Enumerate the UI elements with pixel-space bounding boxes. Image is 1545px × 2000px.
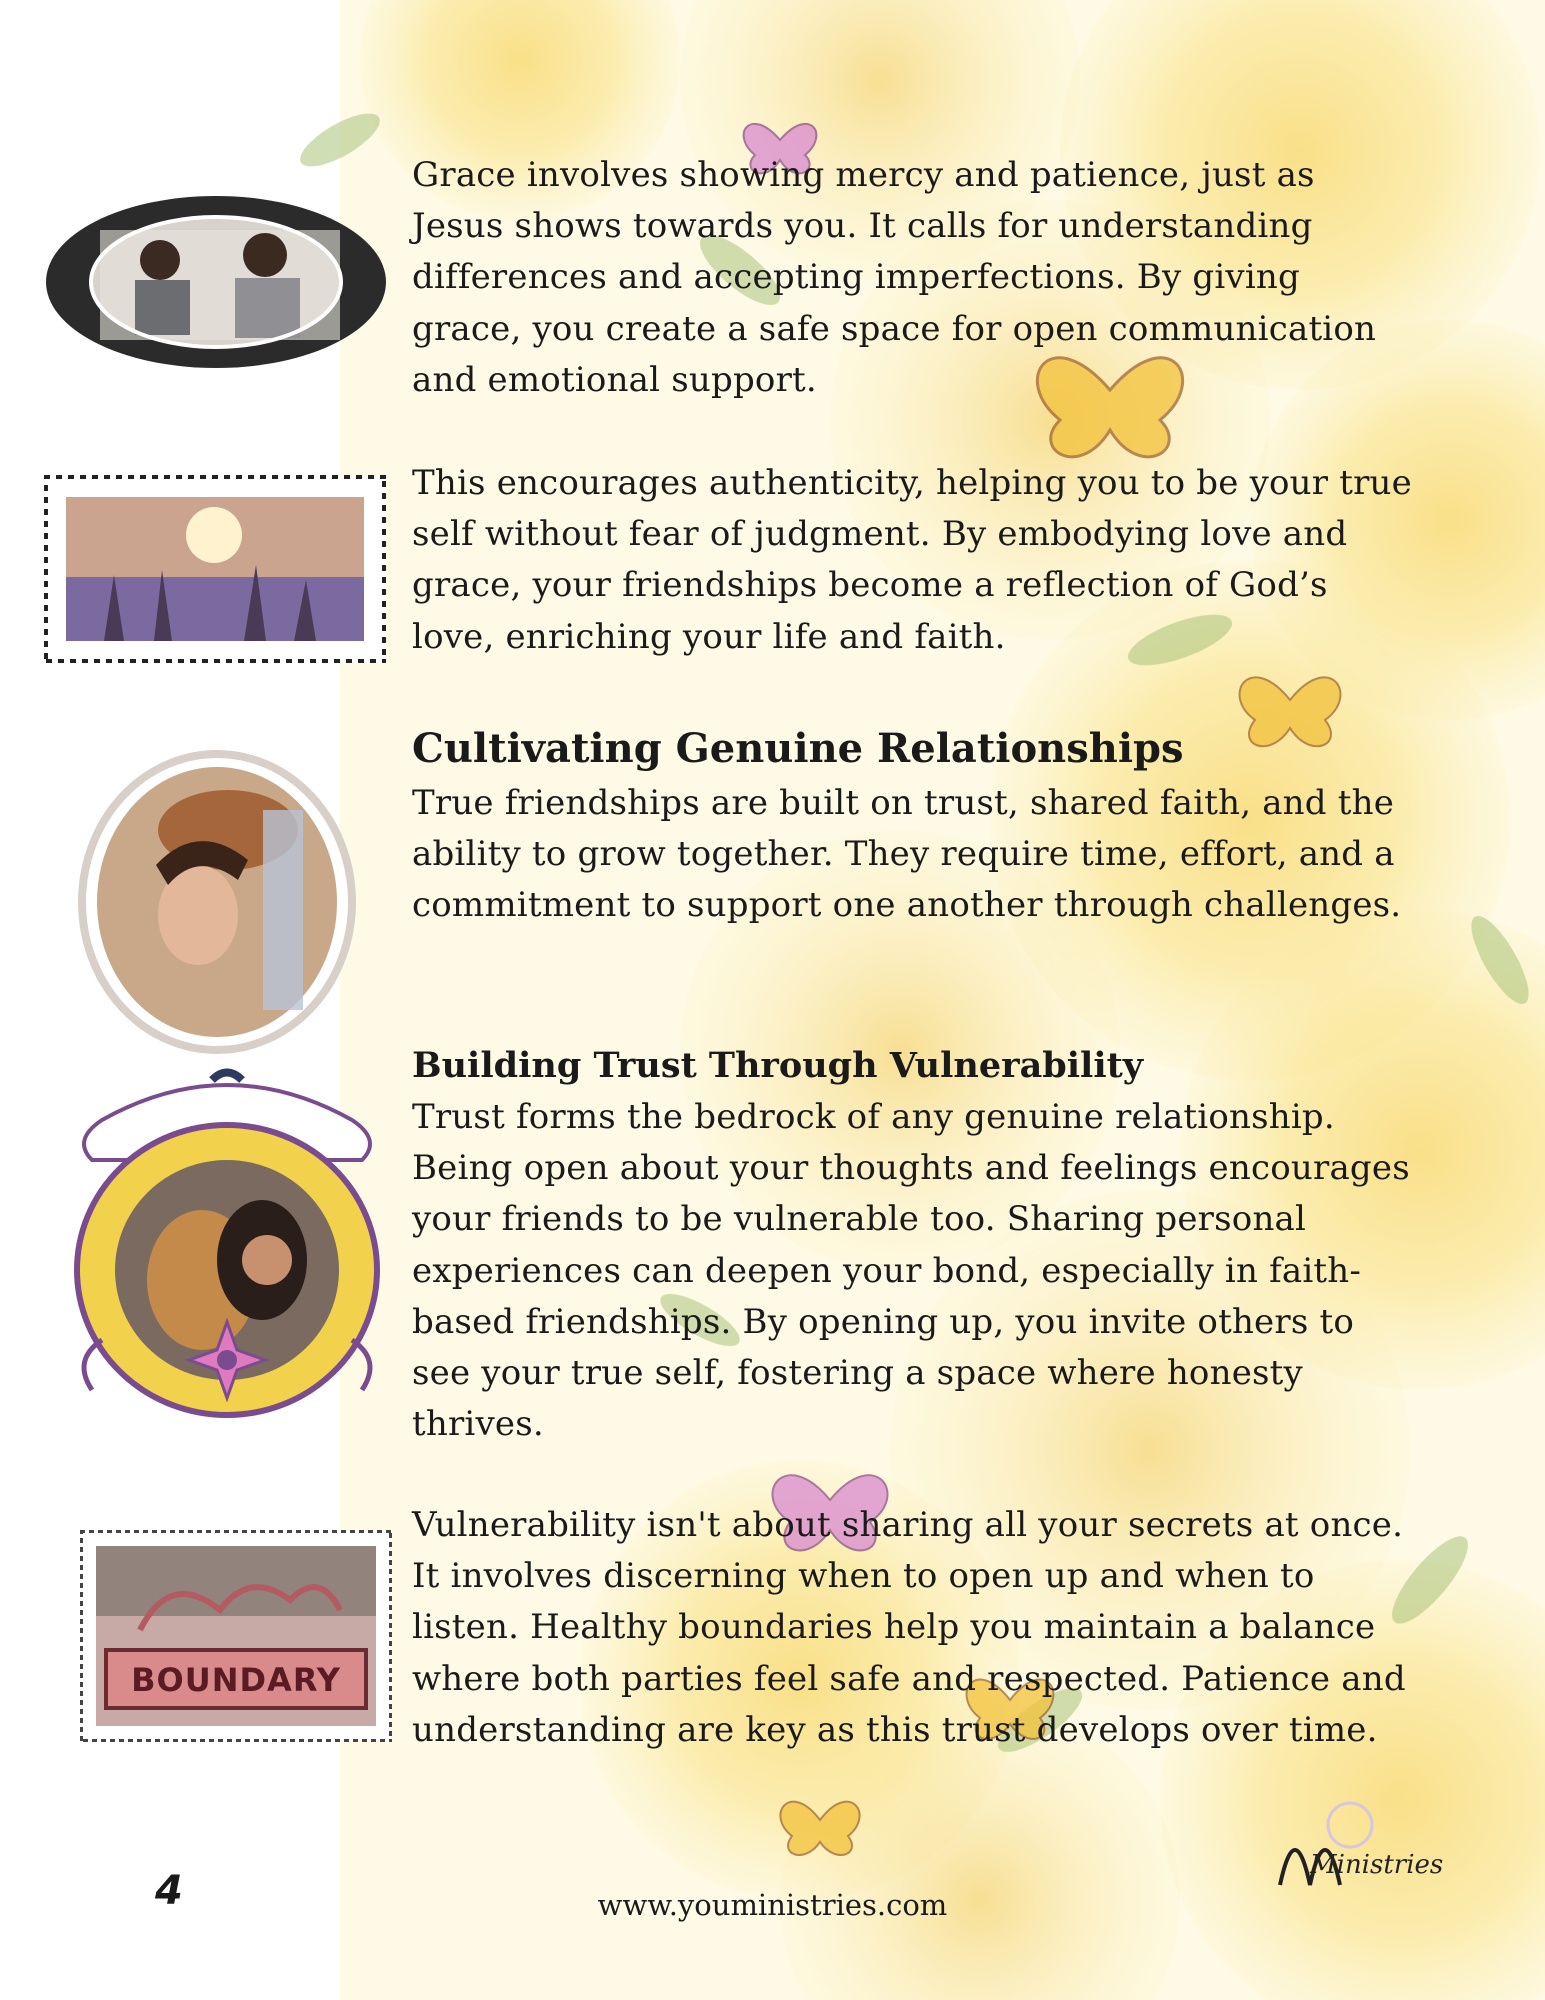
- paragraph-true-friendships: True friendships are built on trust, shared faith, and the ability to grow together. They require time, effort, and a commitment to support one another through challenges.: [412, 783, 1402, 926]
- paragraph-trust-bedrock: Trust forms the bedrock of any genuine relationship. Being open about your thoughts and feelings encourages your friends to be vulnerable too. Sharing personal experiences can deepen your bond, especially in faith-based friendships. By opening up, you invite others to see your true self, fostering a space where honesty thrives.: [412, 1097, 1410, 1445]
- paragraph-vulnerability: Vulnerability isn't about sharing all your secrets at once. It involves discerning when to open up and when to listen. Healthy boundaries help you maintain a balance where both parties feel safe and respected. Patience and understanding are key as this trust develops over time.: [412, 1505, 1406, 1750]
- footer-url: www.youministries.com: [597, 1888, 948, 1922]
- worship-hands-image: [44, 475, 386, 663]
- boundary-sign-text: BOUNDARY: [131, 1661, 341, 1699]
- paragraph-grace: Grace involves showing mercy and patience, just as Jesus shows towards you. It calls for understanding differences and accepting imperfections. By giving grace, you create a safe space for open communication and emotional support.: [412, 155, 1377, 400]
- embrace-image: [62, 1060, 392, 1425]
- heading-cultivating-relationships: Cultivating Genuine Relationships: [412, 725, 1184, 772]
- heading-building-trust: Building Trust Through Vulnerability: [412, 1045, 1144, 1086]
- conversation-image: [40, 190, 392, 375]
- boundary-sign-image: [80, 1530, 392, 1742]
- comfort-image: [78, 750, 356, 1055]
- paragraph-authenticity: This encourages authenticity, helping you to be your true self without fear of judgment. By embodying love and grace, your friendships become a reflection of God’s love, enriching your life and faith.: [412, 463, 1412, 657]
- logo-text: Ministries: [1310, 1850, 1444, 1880]
- page-number: 4: [155, 1868, 183, 1914]
